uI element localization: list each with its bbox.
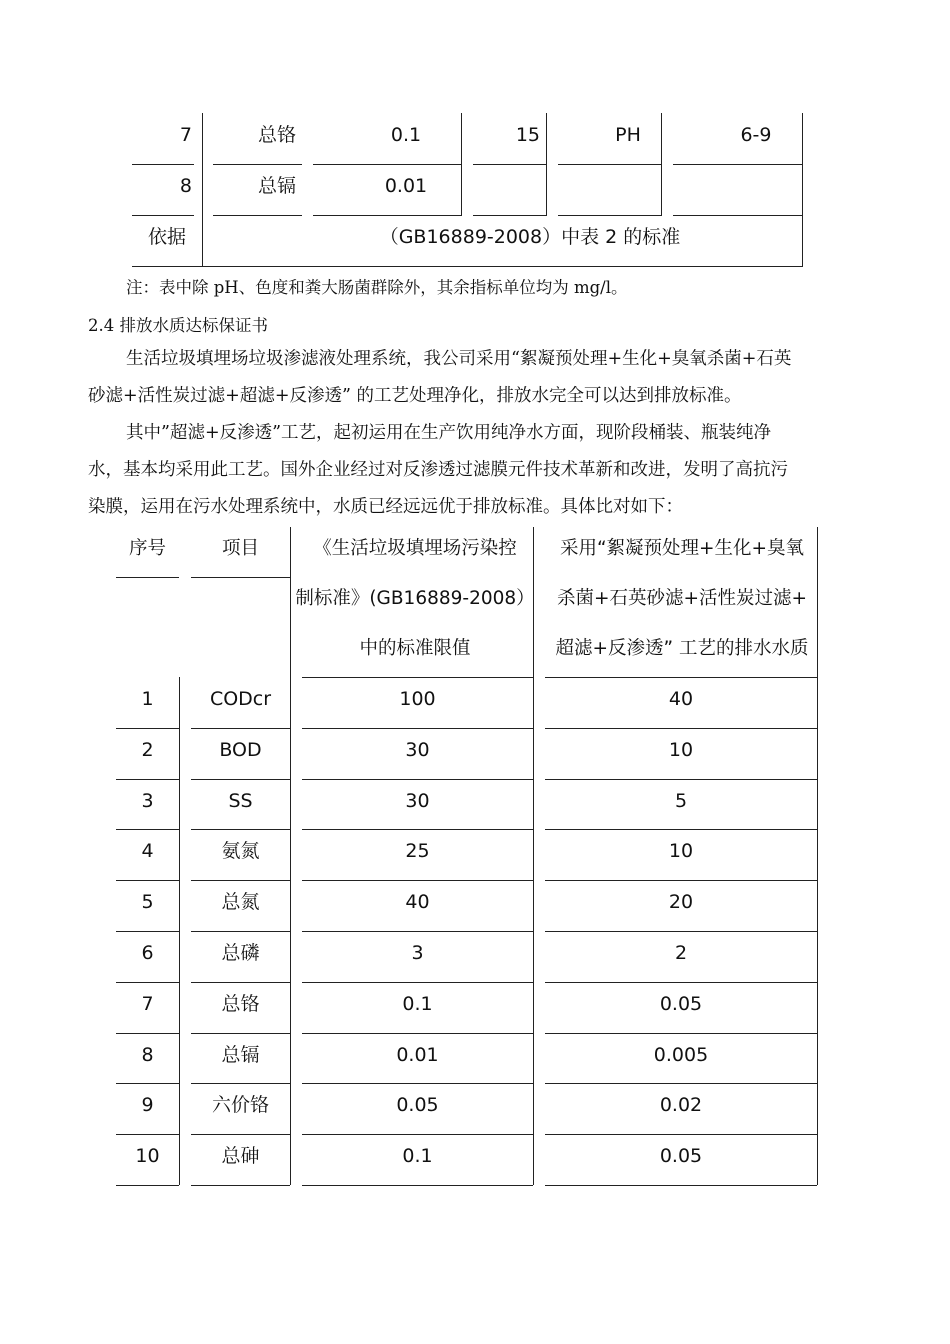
table-2-cell-no: 8 (141, 1043, 154, 1066)
table-1-hline (673, 215, 802, 216)
table-2-header-standard-line-2: 制标准》(GB16889-2008） (295, 588, 535, 609)
table-1-hline (213, 215, 302, 216)
table-2-header-no: 序号 (128, 538, 166, 559)
table-note: 注：表中除 pH、色度和粪大肠菌群除外，其余指标单位均为 mg/l。 (126, 278, 628, 297)
table-2-cell-no: 3 (141, 789, 154, 812)
table-2-hline (116, 1185, 179, 1186)
table-1-cell-c6: 6-9 (740, 124, 772, 146)
table-1-vline (802, 113, 803, 267)
table-2-cell-standard: 0.1 (402, 992, 433, 1015)
table-2-hline (116, 829, 179, 830)
table-2-cell-no: 5 (141, 891, 154, 914)
table-2-cell-standard: 30 (405, 738, 430, 761)
table-2-cell-standard: 0.1 (402, 1145, 433, 1168)
table-2-hline (191, 1083, 290, 1084)
table-2-hline (191, 1033, 290, 1034)
section-heading: 2.4 排放水质达标保证书 (88, 316, 268, 335)
table-2-cell-item: 总氮 (221, 891, 260, 914)
table-2-cell-standard: 3 (411, 942, 424, 964)
table-2-vline (179, 677, 180, 1185)
table-2-header-standard-line-1: 《生活垃圾填埋场污染控 (313, 538, 517, 559)
table-2-hline (302, 1185, 533, 1186)
table-2-cell-item: 总镉 (221, 1043, 260, 1066)
table-2-hline (191, 880, 290, 881)
table-2-hline (116, 931, 179, 932)
table-1-cell-limit: 0.1 (390, 124, 422, 146)
table-2-hline (116, 728, 179, 729)
table-2-hline (116, 577, 179, 578)
table-1-hline (673, 164, 802, 165)
table-2-cell-process: 40 (668, 688, 694, 710)
table-1-vline (546, 113, 547, 216)
table-2-hline (302, 880, 533, 881)
table-1-cell-item: 总镉 (257, 175, 296, 197)
table-2-hline (191, 931, 290, 932)
table-2-hline (302, 1083, 533, 1084)
table-2-hline (302, 982, 533, 983)
table-2-cell-item: 总铬 (221, 992, 260, 1015)
table-2-cell-process: 10 (668, 840, 694, 863)
table-1-hline (558, 215, 661, 216)
table-2-cell-process: 2 (674, 942, 688, 964)
table-2-hline (302, 779, 533, 780)
table-2-cell-item: 总砷 (221, 1145, 260, 1168)
table-2-cell-item: SS (228, 789, 253, 812)
table-1-hline (313, 215, 461, 216)
paragraph-2-line-1: 其中”超滤+反渗透”工艺，起初运用在生产饮用纯净水方面，现阶段桶装、瓶装纯净 (126, 423, 772, 443)
table-2-cell-standard: 100 (399, 688, 436, 710)
table-2-cell-item: 总磷 (221, 942, 260, 964)
table-2-hline (302, 829, 533, 830)
table-2-hline (545, 931, 817, 932)
table-1-basis-label: 依据 (147, 226, 186, 248)
table-2-cell-no: 6 (141, 942, 154, 964)
table-2-hline (191, 829, 290, 830)
table-2-hline (191, 1134, 290, 1135)
table-1-cell-no: 7 (179, 124, 192, 146)
table-1-hline (473, 215, 546, 216)
table-2-hline (302, 728, 533, 729)
table-1-vline (202, 113, 203, 216)
table-2-cell-item: 六价铬 (211, 1094, 269, 1117)
paragraph-1-line-2: 砂滤+活性炭过滤+超滤+反渗透” 的工艺处理净化，排放水完全可以达到排放标准。 (88, 386, 742, 406)
table-1-hline (558, 164, 661, 165)
table-1-hline (213, 164, 302, 165)
table-2-header-process-line-3: 超滤+反渗透” 工艺的排水水质 (555, 638, 809, 659)
table-2-hline (116, 1033, 179, 1034)
table-1-cell-limit: 0.01 (384, 175, 428, 197)
table-2-hline (191, 728, 290, 729)
table-2-hline (191, 982, 290, 983)
paragraph-2-line-3: 染膜，运用在污水处理系统中，水质已经远远优于排放标准。具体比对如下： (88, 497, 683, 517)
table-2-cell-standard: 0.01 (396, 1043, 439, 1066)
table-1-hline (132, 266, 802, 267)
table-2-hline (545, 829, 817, 830)
table-1-basis-text: （GB16889-2008）中表 2 的标准 (379, 226, 681, 248)
table-2-cell-standard: 0.05 (396, 1094, 439, 1117)
table-2-cell-no: 1 (141, 688, 154, 710)
table-2-hline (116, 1083, 179, 1084)
table-2-hline (545, 779, 817, 780)
table-2-cell-standard: 40 (405, 891, 430, 914)
table-2-hline (545, 1134, 817, 1135)
table-2-cell-process: 0.05 (659, 992, 703, 1015)
table-2-cell-no: 4 (141, 840, 154, 863)
table-2-hline (545, 1185, 817, 1186)
table-2-cell-item: BOD (219, 738, 262, 761)
table-2-cell-process: 0.005 (653, 1043, 709, 1066)
table-2-cell-standard: 30 (405, 789, 430, 812)
table-2-hline (116, 880, 179, 881)
table-2-cell-process: 0.02 (659, 1094, 703, 1117)
table-2-cell-process: 20 (668, 891, 694, 914)
table-1-cell-c4: 15 (515, 124, 540, 146)
table-1-hline (132, 164, 194, 165)
table-2-hline (191, 577, 290, 578)
table-1-hline (473, 164, 546, 165)
table-2-hline (545, 677, 817, 678)
table-2-cell-item: 氨氮 (221, 840, 260, 863)
table-1-hline (313, 164, 461, 165)
table-2-hline (545, 728, 817, 729)
table-2-hline (545, 1083, 817, 1084)
paragraph-1-line-1: 生活垃圾填埋场垃圾渗滤液处理系统，我公司采用“絮凝预处理+生化+臭氧杀菌+石英 (126, 349, 792, 369)
table-2-header-process-line-2: 杀菌+石英砂滤+活性炭过滤+ (556, 588, 807, 609)
table-2-cell-item: CODcr (209, 688, 272, 710)
table-1-cell-item: 总铬 (257, 124, 296, 146)
table-1-cell-c5: PH (615, 124, 641, 146)
table-2-hline (302, 1033, 533, 1034)
table-2-hline (302, 677, 533, 678)
table-2-hline (116, 982, 179, 983)
table-2-cell-no: 7 (141, 992, 154, 1015)
table-2-cell-process: 10 (668, 738, 694, 761)
table-1-hline (132, 215, 194, 216)
table-2-hline (302, 1134, 533, 1135)
table-2-hline (116, 1134, 179, 1135)
table-2-cell-no: 2 (141, 738, 154, 761)
table-2-header-process-line-1: 采用“絮凝预处理+生化+臭氧 (559, 538, 805, 559)
table-2-cell-standard: 25 (405, 840, 430, 863)
table-2-cell-process: 5 (674, 789, 688, 812)
table-2-hline (545, 880, 817, 881)
table-1-vline (202, 216, 203, 267)
table-2-cell-no: 9 (141, 1094, 154, 1117)
table-2-header-standard-line-3: 中的标准限值 (359, 638, 471, 659)
paragraph-2-line-2: 水，基本均采用此工艺。国外企业经过对反渗透过滤膜元件技术革新和改进，发明了高抗污 (88, 460, 788, 480)
table-2-hline (191, 1185, 290, 1186)
table-2-hline (116, 779, 179, 780)
table-2-cell-process: 0.05 (659, 1145, 703, 1168)
table-2-hline (191, 779, 290, 780)
table-2-header-item: 项目 (221, 538, 259, 559)
table-1-cell-no: 8 (179, 175, 192, 197)
table-2-cell-no: 10 (135, 1145, 160, 1168)
table-2-hline (545, 982, 817, 983)
table-2-hline (302, 931, 533, 932)
table-2-hline (545, 1033, 817, 1034)
